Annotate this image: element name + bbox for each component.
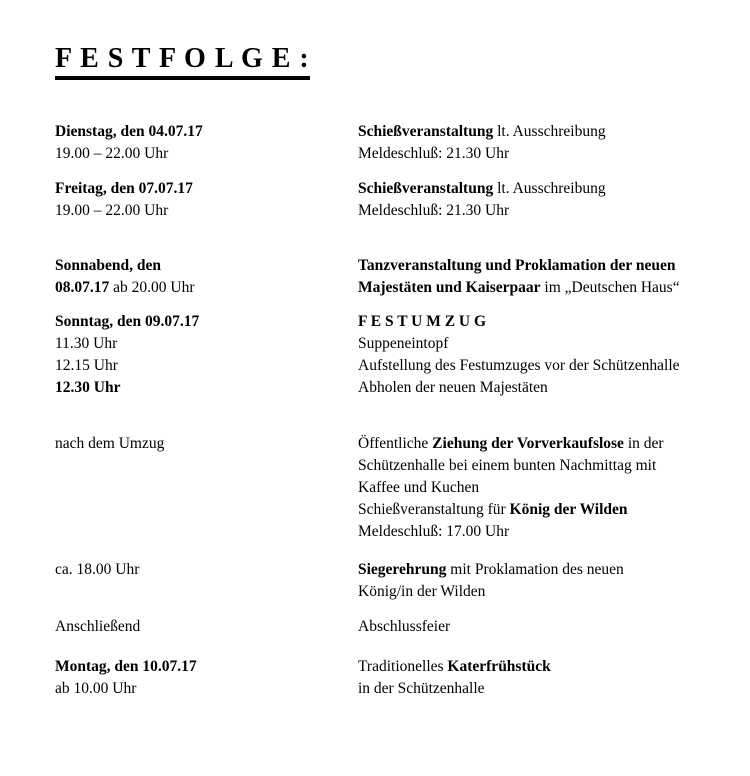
text-segment: ab 10.00 Uhr <box>55 680 137 697</box>
schedule-event-column <box>358 255 720 299</box>
text-segment-bold: Dienstag, den 04.07.17 <box>55 123 203 140</box>
schedule-line <box>55 255 358 277</box>
schedule-event-column <box>358 656 720 700</box>
schedule-event-column <box>358 311 720 399</box>
schedule-line <box>358 581 720 603</box>
text-segment: in der Schützenhalle <box>358 680 485 697</box>
schedule-time-column <box>55 559 358 581</box>
schedule-time-column <box>55 121 358 165</box>
schedule-event-column <box>358 559 720 603</box>
text-segment-bold: Katerfrühstück <box>447 658 551 675</box>
schedule-time-column <box>55 433 358 455</box>
schedule-line <box>358 616 720 638</box>
schedule-line <box>55 656 358 678</box>
text-segment: 19.00 – 22.00 Uhr <box>55 202 169 219</box>
text-segment: Traditionelles <box>358 658 448 675</box>
schedule-event-column <box>358 121 720 165</box>
schedule-line <box>358 200 720 222</box>
text-segment: im „Deutschen Haus“ <box>540 279 680 296</box>
text-segment: lt. Ausschreibung <box>493 180 606 197</box>
schedule-line <box>358 143 720 165</box>
schedule-row <box>55 616 720 638</box>
schedule-line <box>358 255 720 277</box>
schedule-line <box>55 121 358 143</box>
schedule-time-column <box>55 178 358 222</box>
text-segment: Anschließend <box>55 618 141 635</box>
text-segment-bold: Sonnabend, den <box>55 257 161 274</box>
text-segment: Öffentliche <box>358 435 433 452</box>
text-segment-bold: Siegerehrung <box>358 561 447 578</box>
text-segment: Suppeneintopf <box>358 335 449 352</box>
text-segment: mit Proklamation des neuen <box>446 561 624 578</box>
schedule <box>55 121 720 700</box>
text-segment-bold: Freitag, den 07.07.17 <box>55 180 193 197</box>
text-segment: ab 20.00 Uhr <box>109 279 195 296</box>
schedule-event-column <box>358 178 720 222</box>
text-segment: ca. 18.00 Uhr <box>55 561 140 578</box>
schedule-line <box>358 277 720 299</box>
schedule-line <box>55 200 358 222</box>
text-segment: Abholen der neuen Majestäten <box>358 379 548 396</box>
schedule-line <box>55 377 358 399</box>
schedule-row <box>55 656 720 700</box>
text-segment: Meldeschluß: 21.30 Uhr <box>358 145 510 162</box>
schedule-event-column <box>358 616 720 638</box>
text-segment-bold: Majestäten und Kaiserpaar <box>358 279 541 296</box>
schedule-time-column <box>55 311 358 399</box>
schedule-line <box>358 433 720 455</box>
text-segment: 19.00 – 22.00 Uhr <box>55 145 169 162</box>
schedule-line <box>55 333 358 355</box>
text-segment: 11.30 Uhr <box>55 335 118 352</box>
text-segment: Schießveranstaltung für <box>358 501 510 518</box>
schedule-line <box>358 178 720 200</box>
text-segment: Meldeschluß: 21.30 Uhr <box>358 202 510 219</box>
schedule-line <box>358 455 720 477</box>
text-segment-bold: Tanzveranstaltung und Proklamation der neuen <box>358 257 676 274</box>
schedule-event-column <box>358 433 720 543</box>
text-segment: Meldeschluß: 17.00 Uhr <box>358 523 510 540</box>
text-segment: nach dem Umzug <box>55 435 165 452</box>
text-segment: König/in der Wilden <box>358 583 486 600</box>
schedule-row <box>55 559 720 603</box>
schedule-row <box>55 121 720 165</box>
text-segment-bold: F E S T U M Z U G <box>358 313 487 330</box>
schedule-line <box>358 559 720 581</box>
schedule-row <box>55 433 720 543</box>
schedule-line <box>358 656 720 678</box>
schedule-line <box>358 477 720 499</box>
schedule-line <box>55 355 358 377</box>
schedule-line <box>358 311 720 333</box>
schedule-time-column <box>55 255 358 299</box>
text-segment-bold: 12.30 Uhr <box>55 379 121 396</box>
schedule-line <box>55 143 358 165</box>
schedule-line <box>55 678 358 700</box>
text-segment-bold: Ziehung der Vorverkaufslose <box>432 435 624 452</box>
schedule-line <box>55 277 358 299</box>
schedule-row <box>55 311 720 399</box>
schedule-line <box>358 333 720 355</box>
page-title: F E S T F O L G E : <box>55 44 310 80</box>
document-header <box>55 44 720 80</box>
schedule-time-column <box>55 616 358 638</box>
schedule-line <box>55 433 358 455</box>
schedule-line <box>358 678 720 700</box>
schedule-line <box>55 311 358 333</box>
schedule-time-column <box>55 656 358 700</box>
text-segment: lt. Ausschreibung <box>493 123 606 140</box>
schedule-line <box>55 559 358 581</box>
text-segment: Kaffee und Kuchen <box>358 479 480 496</box>
text-segment: Aufstellung des Festumzuges vor der Schützenhalle <box>358 357 680 374</box>
schedule-line <box>358 377 720 399</box>
text-segment-bold: König der Wilden <box>509 501 628 518</box>
schedule-line <box>358 121 720 143</box>
schedule-line <box>358 355 720 377</box>
text-segment: Abschlussfeier <box>358 618 451 635</box>
schedule-line <box>55 616 358 638</box>
schedule-row <box>55 178 720 222</box>
text-segment-bold: Schießveranstaltung <box>358 123 494 140</box>
text-segment: 12.15 Uhr <box>55 357 118 374</box>
text-segment-bold: Sonntag, den 09.07.17 <box>55 313 200 330</box>
text-segment-bold: Montag, den 10.07.17 <box>55 658 197 675</box>
schedule-line <box>358 521 720 543</box>
text-segment: in der <box>623 435 664 452</box>
schedule-row <box>55 255 720 299</box>
schedule-line <box>358 499 720 521</box>
text-segment-bold: Schießveranstaltung <box>358 180 494 197</box>
text-segment-bold: 08.07.17 <box>55 279 110 296</box>
schedule-line <box>55 178 358 200</box>
text-segment: Schützenhalle bei einem bunten Nachmittag mit <box>358 457 657 474</box>
